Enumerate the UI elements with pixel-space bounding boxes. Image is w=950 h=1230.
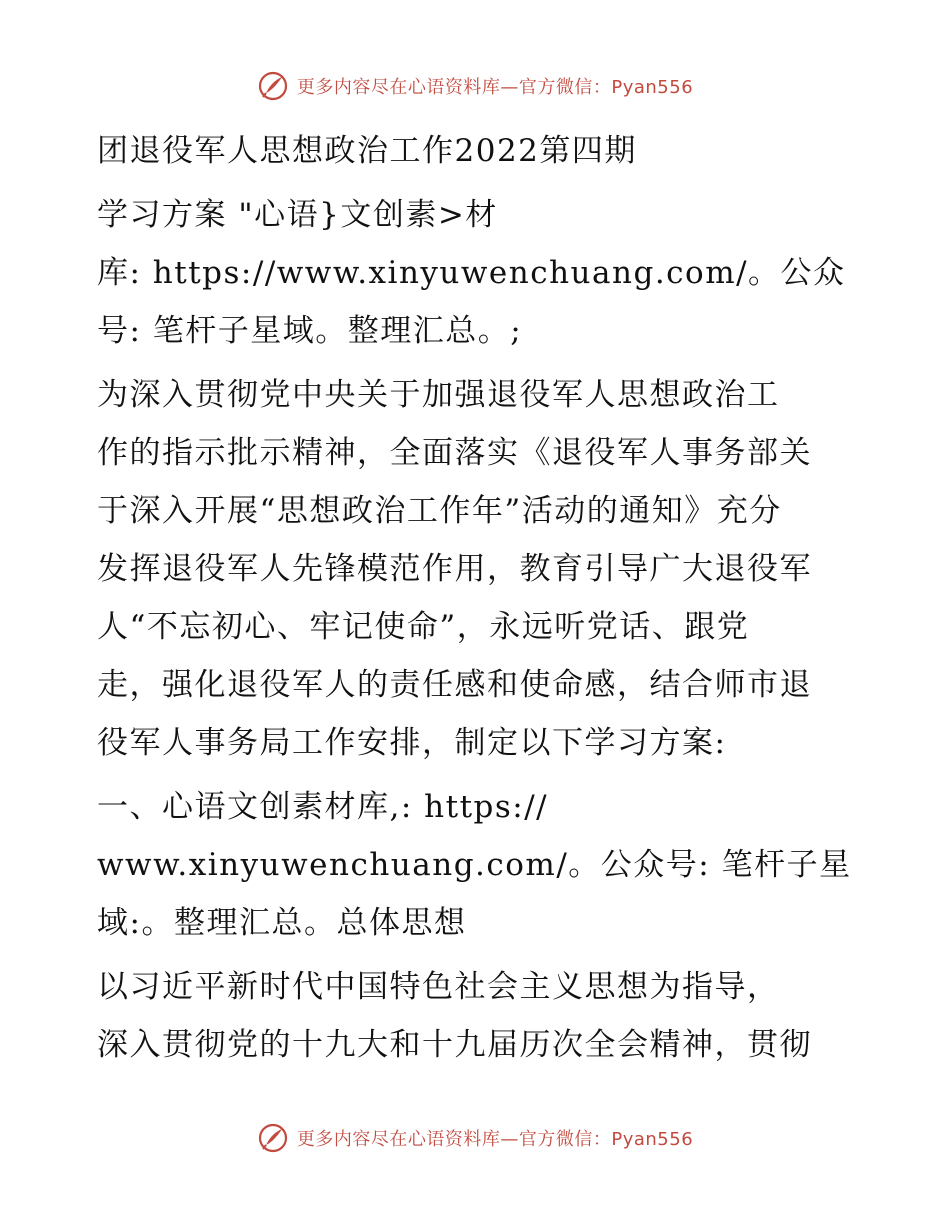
title-line: 团退役军人思想政治工作2022第四期 [97,133,637,169]
text-line: 为深入贯彻党中央关于加强退役军人思想政治工 [97,377,780,413]
text-line: 以习近平新时代中国特色社会主义思想为指导， [97,969,780,1005]
text-line: 深入贯彻党的十九大和十九届历次全会精神，贯彻 [97,1027,812,1063]
paragraph-study-plan [97,186,857,360]
paragraph-guiding-thought [97,958,857,1074]
text-line: 库: https://www.xinyuwenchuang.com/。公众 [97,255,846,291]
text-line: 域:。整理汇总。总体思想 [97,905,467,941]
footer-banner [0,1122,950,1154]
header-banner [0,70,950,102]
text-line: 役军人事务局工作安排，制定以下学习方案: [97,725,727,761]
text-line: 于深入开展“思想政治工作年”活动的通知》充分 [97,493,782,529]
text-line: 一、心语文创素材库,: https:// [97,789,549,825]
banner-text: 更多内容尽在心语资料库—官方微信：Pyan556 [296,77,694,98]
paragraph-section-one [97,778,857,952]
text-line: 作的指示批示精神，全面落实《退役军人事务部关 [97,435,812,471]
text-line: 人“不忘初心、牢记使命”，永远听党话、跟党 [97,609,750,645]
text-line: www.xinyuwenchuang.com/。公众号: 笔杆子星 [97,847,852,883]
text-line: 学习方案 "心语}文创素>材 [97,197,498,233]
document-body [97,122,857,1074]
text-line: 发挥退役军人先锋模范作用，教育引导广大退役军 [97,551,812,587]
text-line: 号: 笔杆子星域。整理汇总。; [97,313,523,349]
paragraph-intro [97,366,857,772]
banner-text: 更多内容尽在心语资料库—官方微信：Pyan556 [296,1129,694,1150]
feather-pen-seal-icon [257,70,289,102]
feather-pen-seal-icon [257,1122,289,1154]
text-line: 走，强化退役军人的责任感和使命感，结合师市退 [97,667,812,703]
document-title [97,122,857,180]
